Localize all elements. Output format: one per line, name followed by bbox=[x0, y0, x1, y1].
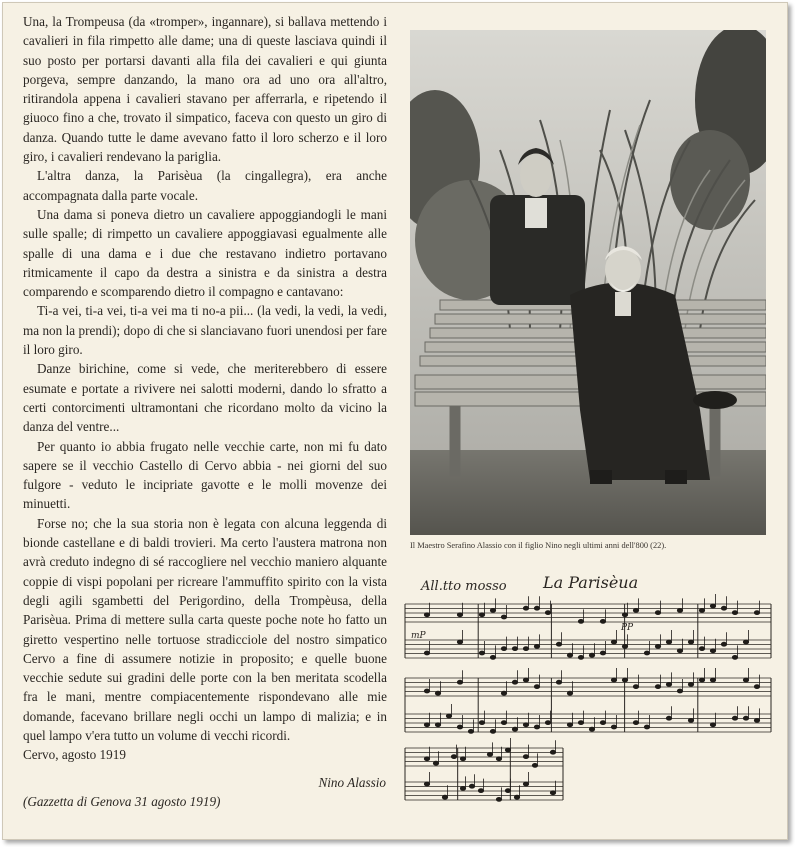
note-head bbox=[754, 611, 759, 615]
note-head bbox=[611, 725, 616, 729]
note-head bbox=[505, 789, 510, 793]
note-head bbox=[490, 656, 495, 660]
note-head bbox=[644, 651, 649, 655]
source-citation: (Gazzetta di Genova 31 agosto 1919) bbox=[23, 794, 221, 809]
note-head bbox=[446, 714, 451, 718]
score-dynamic-pp: PP bbox=[621, 623, 634, 633]
note-head bbox=[754, 719, 759, 723]
paragraph-song: Ti-a vei, ti-a vei, ti-a vei ma ti no-a pii... (la vedi, la vedi, la vedi, ma non la prendi); dopo di che si slanciavano fuori unendosi per fare il loro giro. bbox=[23, 303, 387, 358]
photo-caption: Il Maestro Serafino Alassio con il figlio Nino negli ultimi anni dell'800 (22). bbox=[410, 541, 667, 550]
note-head bbox=[743, 640, 748, 644]
note-head bbox=[460, 787, 465, 791]
note-head bbox=[589, 653, 594, 657]
score-manuscript bbox=[403, 568, 773, 818]
note-head bbox=[487, 753, 492, 757]
note-head bbox=[677, 689, 682, 693]
note-head bbox=[710, 649, 715, 653]
note-head bbox=[424, 651, 429, 655]
note-head bbox=[479, 651, 484, 655]
note-head bbox=[496, 757, 501, 761]
article-text bbox=[23, 12, 387, 765]
note-head bbox=[611, 640, 616, 644]
note-head bbox=[644, 725, 649, 729]
note-head bbox=[556, 680, 561, 684]
note-head bbox=[501, 691, 506, 695]
paragraph-vecchie-carte: Per quanto io abbia frugato nelle vecchie carte, non mi fu dato sapere se il vecchio Castello di Cervo abbia - nei giorni del suo fulgore - veduto le incipriate gavotte e le molli movenze dei minuetti. bbox=[23, 438, 387, 512]
note-head bbox=[655, 685, 660, 689]
note-head bbox=[666, 683, 671, 687]
note-head bbox=[578, 656, 583, 660]
note-head bbox=[490, 609, 495, 613]
note-head bbox=[611, 678, 616, 682]
note-head bbox=[424, 613, 429, 617]
note-head bbox=[688, 719, 693, 723]
note-head bbox=[523, 782, 528, 786]
paragraph-dance-description: Una dama si poneva dietro un cavaliere appoggiandogli le mani sulle spalle; di rimpetto un cavaliere appoggiavasi egualmente alle spalle di una dama e i due che restavano indietro portavano ritmicamente il capo da destra a sinistra e da sinistra a destra comparendo e scomparendo dietro il compagno e cantavano: bbox=[23, 206, 387, 300]
note-head bbox=[479, 721, 484, 725]
note-head bbox=[699, 647, 704, 651]
note-head bbox=[512, 727, 517, 731]
note-head bbox=[523, 678, 528, 682]
note-head bbox=[732, 611, 737, 615]
note-head bbox=[710, 723, 715, 727]
book-page bbox=[2, 2, 788, 840]
note-head bbox=[578, 620, 583, 624]
note-head bbox=[451, 755, 456, 759]
note-head bbox=[512, 680, 517, 684]
note-head bbox=[435, 723, 440, 727]
note-head bbox=[457, 680, 462, 684]
note-head bbox=[534, 725, 539, 729]
note-head bbox=[512, 647, 517, 651]
note-head bbox=[567, 691, 572, 695]
paragraph-trompeusa: Una, la Trompeusa (da «tromper», ingannare), si ballava mettendo i cavalieri in fila rimpetto alle dame; una di queste lasciava quindi il suo posto per portarsi davanti alla fila dei cavalieri e qui giunta porgeva, sempre danzando, la mano ora ad uno ora all'altro, ritirandola appena i cavalieri stavano per afferrarla, e ripetendo il giuoco fino a che, trovato il simpatico, faceva con questo un giro di danza. Quando tutte le dame avevano fatto il loro scherzo e il loro giro, i cavalieri rendevano la pariglia. bbox=[23, 14, 387, 165]
note-head bbox=[721, 642, 726, 646]
note-head bbox=[633, 609, 638, 613]
note-head bbox=[710, 678, 715, 682]
note-head bbox=[490, 730, 495, 734]
note-head bbox=[424, 782, 429, 786]
notes bbox=[424, 594, 759, 801]
note-head bbox=[710, 604, 715, 608]
note-head bbox=[633, 721, 638, 725]
note-head bbox=[550, 791, 555, 795]
note-head bbox=[600, 651, 605, 655]
note-head bbox=[442, 795, 447, 799]
note-head bbox=[532, 764, 537, 768]
note-head bbox=[435, 691, 440, 695]
note-head bbox=[677, 649, 682, 653]
note-head bbox=[578, 721, 583, 725]
note-head bbox=[479, 613, 484, 617]
note-head bbox=[433, 761, 438, 765]
note-head bbox=[600, 620, 605, 624]
note-head bbox=[622, 678, 627, 682]
note-head bbox=[721, 606, 726, 610]
note-head bbox=[523, 606, 528, 610]
note-head bbox=[677, 609, 682, 613]
note-head bbox=[478, 789, 483, 793]
note-head bbox=[550, 750, 555, 754]
note-head bbox=[633, 685, 638, 689]
note-head bbox=[424, 689, 429, 693]
note-head bbox=[545, 721, 550, 725]
note-head bbox=[732, 656, 737, 660]
note-head bbox=[523, 647, 528, 651]
note-head bbox=[514, 795, 519, 799]
note-head bbox=[589, 727, 594, 731]
note-head bbox=[501, 721, 506, 725]
note-head bbox=[688, 640, 693, 644]
note-head bbox=[457, 725, 462, 729]
note-head bbox=[424, 723, 429, 727]
note-head bbox=[468, 730, 473, 734]
note-head bbox=[523, 755, 528, 759]
paragraph-forse-no: Forse no; che la sua storia non è legata con alcuna leggenda di bionde castellane e di baldi trovieri. Ma certo l'austera matrona non avrà creduto indegno di sé raccogliere nel vecchio maniero alquante coppie di vispi popolani per ricreare l'ammuffito spirito con la vista degli agili sgambetti del Perigordino, della Trompèusa, della Parisèua. Prima di mettere sulla carta queste poche note ho fatto un giretto vespertino nelle tortuose stradicciole del nostro simpatico Cervo a fine di assumere notizie in proposito; e quelle buone vecchie sedute sui gradini delle porte con la ben meritata scodella fra le mani, mentre compiacentemente rispondevano alle mie domande, facevano brillare negli occhi un lampo di malizia; e in quel lampo v'era tutto un volume di vecchi ricordi. bbox=[23, 515, 387, 743]
note-head bbox=[505, 748, 510, 752]
place-date: Cervo, agosto 1919 bbox=[23, 747, 126, 763]
note-head bbox=[545, 611, 550, 615]
note-head bbox=[567, 653, 572, 657]
score-dynamic-mp: mP bbox=[411, 631, 426, 641]
note-head bbox=[469, 784, 474, 788]
note-head bbox=[688, 683, 693, 687]
paragraph-danze-birichine: Danze birichine, come si vede, che meriterebbero di essere esumate e portate a rivivere nei salotti moderni, dando lo sfratto a certi contorcimenti ultramontani che ricordano molto da vicino la danza del ventre... bbox=[23, 361, 387, 435]
author-signature: Nino Alassio bbox=[318, 775, 386, 790]
note-head bbox=[424, 757, 429, 761]
note-head bbox=[743, 716, 748, 720]
note-head bbox=[666, 716, 671, 720]
note-head bbox=[732, 716, 737, 720]
note-head bbox=[496, 798, 501, 802]
note-head bbox=[501, 647, 506, 651]
note-head bbox=[655, 645, 660, 649]
note-head bbox=[622, 613, 627, 617]
photo-illustration bbox=[410, 30, 766, 535]
note-head bbox=[699, 678, 704, 682]
note-head bbox=[743, 678, 748, 682]
note-head bbox=[534, 606, 539, 610]
paragraph-pariseua-intro: L'altra danza, la Parisèua (la cingallegra), era anche accompagnata dalla parte vocale. bbox=[23, 168, 387, 203]
note-head bbox=[556, 642, 561, 646]
note-head bbox=[622, 645, 627, 649]
note-head bbox=[699, 609, 704, 613]
note-head bbox=[666, 640, 671, 644]
score-title: La Parisèua bbox=[543, 573, 639, 592]
note-head bbox=[567, 723, 572, 727]
note-head bbox=[534, 645, 539, 649]
music-score bbox=[403, 568, 773, 818]
note-head bbox=[501, 615, 506, 619]
note-head bbox=[460, 757, 465, 761]
note-head bbox=[534, 685, 539, 689]
historical-photo bbox=[410, 30, 766, 535]
bar-lines bbox=[405, 604, 771, 800]
staff-lines bbox=[405, 604, 771, 800]
note-head bbox=[655, 611, 660, 615]
score-tempo: All.tto mosso bbox=[421, 579, 507, 594]
note-head bbox=[457, 613, 462, 617]
note-head bbox=[754, 685, 759, 689]
note-head bbox=[600, 721, 605, 725]
note-head bbox=[523, 723, 528, 727]
note-head bbox=[457, 640, 462, 644]
